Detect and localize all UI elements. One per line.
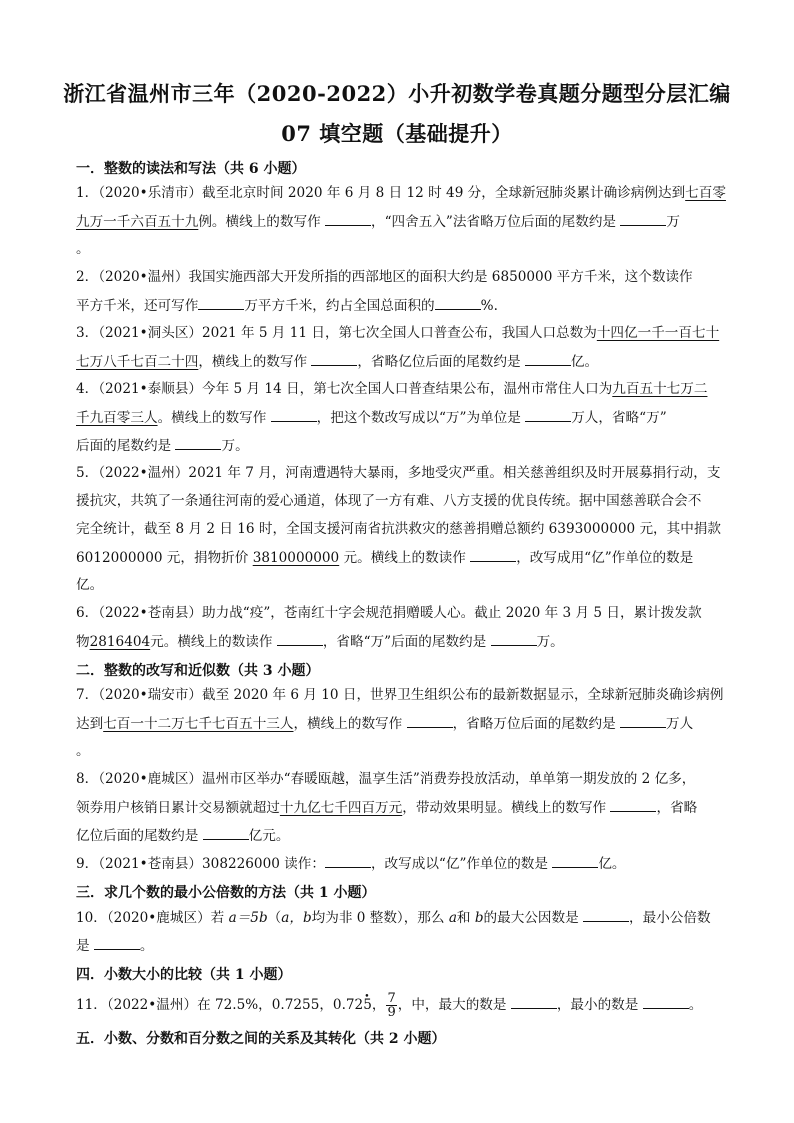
q7-text-b: 达到 [76,716,104,732]
q5-line-3 [76,520,722,538]
q8-text-e: 亿位后面的尾数约是 [76,828,203,844]
q11-separator: ， [371,997,386,1013]
q8-blank-2[interactable] [203,826,249,840]
q11-text-a: 11．（2022•温州）在 72.5%，0.7255，0.72 [76,997,364,1013]
q10-line-1 [76,908,722,927]
q4-underlined-2: 千九百零三人 [76,410,158,426]
q8-underlined-1: 十九亿七千四百万元 [279,800,403,816]
q10-text-c: 均为非 0 整数），那么 [311,910,449,926]
q4-line-3 [76,436,722,455]
q7-text-e: 万人 [666,716,694,732]
q2-line-2 [76,296,722,315]
q9-line-1 [76,854,722,873]
q10-var-a: a [448,910,457,926]
q11-fraction-denominator: 9 [387,1005,396,1020]
section-heading-1: 一．整数的读法和写法（共 6 小题） [76,161,306,177]
q1-line-3 [76,240,722,258]
q6-text-b: 物 [76,634,90,650]
q3-text-d: ，省略亿位后面的尾数约是 [357,354,525,370]
q7-line-3 [76,742,722,760]
q9-text-c: 亿。 [598,856,626,872]
q8-text-d: ，省略 [656,800,698,816]
q11-blank-1[interactable] [511,995,557,1009]
q10-expression: a＝5b [228,910,268,926]
q4-line-2 [76,408,722,427]
title-line-1: 浙江省温州市三年（2020-2022）小升初数学卷真题分题型分层汇编 [63,81,731,106]
q3-text-e: 亿。 [570,354,599,370]
q7-text-a: 7．（2020•瑞安市）截至 2020 年 6 月 10 日，世界卫生组织公布的最新数据显示，全球新冠肺炎确诊病例 [76,687,724,703]
q1-underlined-1: 七百零 [685,185,726,201]
q6-underlined-1: 2816404 [89,634,151,650]
q6-line-2 [76,632,722,651]
q5-line-4 [76,548,722,567]
q11-text-c: ，最小的数是 [556,997,643,1013]
section-heading-2: 二．整数的改写和近似数（共 3 小题） [76,663,320,679]
q3-blank-2[interactable] [525,352,571,366]
q4-line-1 [76,380,722,398]
q5-text-e: 元。横线上的数读作 [339,550,471,566]
q5-text-b: 援抗灾，共筑了一条通往河南的爱心通道，体现了一方有难、八方支援的优良传统。据中国慈善联合会不 [76,493,702,509]
q6-line-1 [76,604,722,622]
q3-underlined-2: 七万八千七百二十四 [76,354,199,370]
q10-text-f: ，最小公倍数 [629,910,711,926]
q5-text-c: 完全统计，截至 8 月 2 日 16 时，全国支援河南省抗洪救灾的慈善捐赠总额约 6393000000 元，其中捐款 [76,521,722,537]
q5-line-5 [76,576,722,594]
q7-text-f: 。 [76,743,90,759]
q8-text-b: 领券用户核销日累计交易额就超过 [76,800,280,816]
q1-line-2 [76,212,722,231]
q4-text-f: 后面的尾数约是 [76,438,176,454]
q8-blank-1[interactable] [610,798,656,812]
q1-text-d: ，“四舍五入”法省略万位后面的尾数约是 [371,214,621,230]
q6-text-a: 6．（2022•苍南县）助力战“疫”，苍南红十字会规范捐赠暖人心。截止 2020 年 3 月 5 日，累计拨发款 [76,605,702,621]
q5-text-g: 亿。 [76,577,104,593]
q3-line-1 [76,324,722,342]
q1-text-f: 。 [76,241,90,257]
q2-line-1 [76,268,722,286]
q10-blank-1[interactable] [583,908,629,922]
q8-line-2 [76,798,722,817]
q1-line-1 [76,184,726,202]
q5-blank-1[interactable] [470,548,516,562]
section-heading-5: 五．小数、分数和百分数之间的关系及其转化（共 2 小题） [76,1031,446,1047]
q7-line-2 [76,714,722,733]
q9-blank-2[interactable] [552,854,598,868]
q1-text-a: 1．（2020•乐清市）截至北京时间 2020 年 6 月 8 日 12 时 49 分，全球新冠肺炎累计确诊病例达到 [76,185,686,201]
q4-text-g: 万。 [221,438,249,454]
q10-variables: a，b [281,910,312,926]
q7-blank-2[interactable] [620,714,666,728]
q4-text-d: ，把这个数改写成以“万”为单位是 [316,410,526,426]
title-line-2: 07 填空题（基础提升） [281,121,513,146]
q8-text-f: 亿元。 [248,828,290,844]
q2-blank-1[interactable] [198,296,244,310]
q11-blank-2[interactable] [643,995,689,1009]
q3-line-2 [76,352,722,371]
q11-line-1 [76,992,722,1019]
q11-fraction-numerator: 7 [387,991,396,1006]
q11-repeating-digit: • 5 [363,997,372,1013]
q10-text-a: 10．（2020•鹿城区）若 [76,910,229,926]
q10-blank-2[interactable] [94,936,140,950]
q5-text-d: 6012000000 元，捐物折价 [76,550,253,566]
q2-text-c: 万平方千米，约占全国总面积的 [244,298,435,314]
q9-text-a: 9．（2021•苍南县）308226000 读作： [76,856,325,872]
q5-text-a: 5．（2022•温州）2021 年 7 月，河南遭遇特大暴雨，多地受灾严重。相关慈善组织及时开展募捐行动，支 [76,465,721,481]
q11-fraction [386,992,396,1019]
q5-underlined-1: 3810000000 [252,550,340,566]
q11-text-b: ，中，最大的数是 [397,997,511,1013]
q8-text-a: 8．（2020•鹿城区）温州市区举办“春暖瓯越，温享生活”消费券投放活动，单单第一期发放的 2 亿多， [76,771,696,787]
q6-text-c: 元。横线上的数读作 [150,634,277,650]
q2-text-b: 平方千米，还可写作 [76,298,199,314]
q6-text-e: 万。 [536,634,564,650]
q7-blank-1[interactable] [407,714,453,728]
q4-text-a: 4．（2021•泰顺县）今年 5 月 14 日，第七次全国人口普查结果公布，温州市常住人口为 [76,381,613,397]
q3-text-a: 3．（2021•洞头区）2021 年 5 月 11 日，第七次全国人口普查公布，我国人口总数为 [76,325,597,341]
q2-blank-2[interactable] [435,296,481,310]
q10-line-2 [76,936,722,955]
q2-text-d: %. [480,298,498,314]
q8-line-3 [76,826,722,845]
q5-line-1 [76,464,722,482]
q4-blank-1[interactable] [271,408,317,422]
q10-text-d: 和 [456,910,475,926]
q1-text-e: 万 [666,214,680,230]
q4-text-c: 。横线上的数写作 [157,410,271,426]
section-heading-4: 四．小数大小的比较（共 1 小题） [76,967,292,983]
q10-text-b: （ [267,910,282,926]
q9-text-b: ，改写成以“亿”作单位的数是 [370,856,553,872]
q3-underlined-1: 十四亿一千一百七十 [596,325,720,341]
q1-text-c: 例。横线上的数写作 [198,214,326,230]
q10-text-h: 。 [139,938,154,954]
q5-text-f: ，改写成用“亿”作单位的数是 [516,550,694,566]
q4-underlined-1: 九百五十七万二 [612,381,708,397]
q2-text-a: 2．（2020•温州）我国实施西部大开发所指的西部地区的面积大约是 6850000 平方千米，这个数读作 [76,269,693,285]
q6-blank-1[interactable] [277,632,323,646]
q7-text-c: ，横线上的数写作 [293,716,407,732]
q4-text-e: 万人，省略“万” [571,410,667,426]
q3-blank-1[interactable] [311,352,357,366]
q6-text-d: ，省略“万”后面的尾数约是 [322,634,491,650]
q7-underlined-1: 七百一十二万七千七百五十三人 [103,716,294,732]
q10-text-e: 的最大公因数是 [483,910,584,926]
q4-blank-3[interactable] [175,436,221,450]
q9-blank-1[interactable] [325,854,371,868]
q8-line-1 [76,770,722,788]
q10-var-b: b [474,910,484,926]
q8-text-c: ，带动效果明显。横线上的数写作 [402,800,611,816]
q10-text-g: 是 [76,938,94,954]
q1-blank-1[interactable] [325,212,371,226]
q11-text-d: 。 [688,997,703,1013]
q1-blank-2[interactable] [620,212,666,226]
q6-blank-2[interactable] [491,632,537,646]
section-heading-3: 三．求几个数的最小公倍数的方法（共 1 小题） [76,885,376,901]
q1-underlined-2: 九万一千六百五十九 [76,214,199,230]
q5-line-2 [76,492,722,510]
q3-text-c: ，横线上的数写作 [198,354,312,370]
q4-blank-2[interactable] [525,408,571,422]
q7-text-d: ，省略万位后面的尾数约是 [452,716,621,732]
q7-line-1 [76,686,722,704]
